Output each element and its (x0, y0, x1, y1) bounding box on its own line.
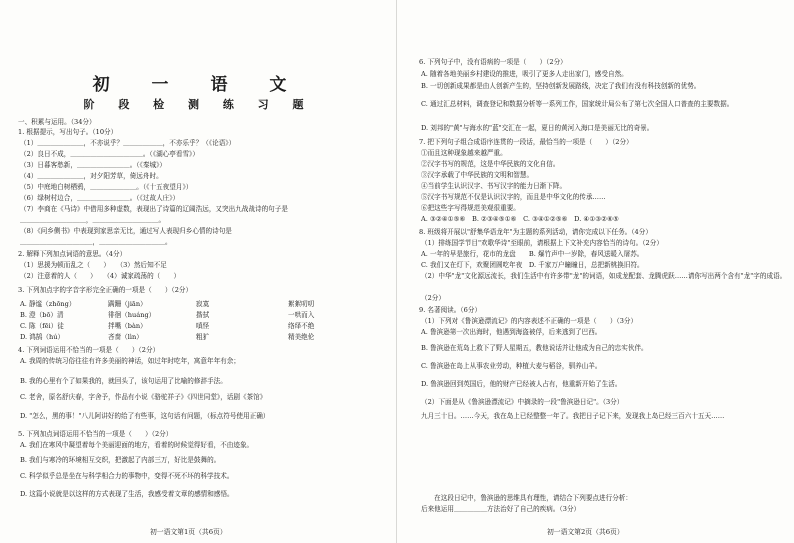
diary-excerpt: 九月三十日。……今天，我在岛上已经整整一年了。我把日子记下来，发现我上岛已经三百六十五天…… (421, 412, 725, 420)
q1-item-6: （6）绿树村边合，＿＿＿＿＿＿＿＿。（《过故人庄》） (20, 194, 180, 202)
section-heading: 一、积累与运用。（34分） (18, 118, 96, 126)
q8-option-ab: A. 一年的早是旅行，花市的龙盘 B. 爆竹声中一岁除，春风送暖入屠苏。 (421, 250, 644, 258)
exam-subtitle: 阶 段 检 测 练 习 题 (83, 98, 314, 111)
q5-option-c: C. 科学似乎总是坐在与科学相合力的事物中，变得不死不坏的科学技术。 (20, 472, 234, 480)
table-cell: 吝啬（lìn） (108, 333, 143, 341)
table-cell: 拌嘴（bàn） (108, 322, 147, 330)
q9-option-a: A. 鲁滨逊第一次出海时，他遇到海盗被俘，后来逃到了巴西。 (421, 328, 602, 336)
q9-option-c: C. 鲁滨逊在岛上从事农业劳动，种植大麦与稻谷，驯养山羊。 (421, 362, 602, 370)
q9-blank-line: 后来他运用＿＿＿＿＿方法治好了自己的疾病。（3分） (421, 505, 581, 513)
q5-option-d: D. 这篇小说就是以这样的方式表现了生活，我感受着文章的感情和感悟。 (20, 490, 234, 498)
q1-item-4: （4）＿＿＿＿＿＿＿，对夕阳芳草，倚远舟时。 (20, 172, 163, 180)
table-row (20, 300, 380, 309)
q8-score: （2分） (421, 294, 445, 302)
q9-analysis-prompt: 在这段日记中，鲁滨逊的思维具有理性，请结合下列要点进行分析： (421, 494, 632, 502)
q1-item-1: （1）＿＿＿＿＿＿＿，不亦说乎？＿＿＿＿＿＿，不亦乐乎？（《论语》） (20, 139, 236, 147)
table-cell: D. 鸿鹄（hú） (20, 333, 65, 341)
q1-item-8: （8）《问乡侧书》中表现到家思亲无比，通过写人表现归乡心情的诗句是 (20, 227, 232, 235)
page-footer: 初一语文第1页（共6页） (150, 528, 227, 536)
q1-item-2: （2）良日不成，＿＿＿＿＿＿＿＿＿＿＿。（《湖心亭看雪》） (20, 150, 199, 158)
table-cell: B. 澄（bō）清 (20, 311, 64, 319)
table-cell: 寂寞 (196, 300, 210, 308)
table-cell: 一哄而入 (288, 311, 315, 319)
q9-option-d: D. 鲁滨逊回到英国后，他的财产已经被人占有，他重新开始了生活。 (421, 380, 622, 388)
table-row (20, 311, 380, 320)
q4-option-a: A. 我周的传统习俗往往有许多美丽的神话，如过年时吃年，寓意年年有余； (20, 357, 240, 365)
table-cell: 精美绝伦 (288, 333, 315, 341)
table-cell: 络绎不绝 (288, 322, 315, 330)
question-3: 3. 下列加点字的字音字形完全正确的一项是（ ）（2分） (18, 286, 193, 294)
q4-option-b: B. 我的心里有个了如果我的，就回头了，该句运用了比喻的修辞手法。 (20, 377, 227, 385)
table-cell: A. 静谧（zhōng） (20, 300, 76, 308)
q6-option-b: B. 一切创新成果都是由人创新产生的，坚持创新发展路线，决定了我们有没有科技创新的优势。 (421, 82, 701, 90)
q6-option-c: C. 通过汇总材料，调查登记和数据分析等一系列工作，国家统计局公布了第七次全国人口普查的主要数据。 (421, 100, 734, 108)
q7-sentence-2: ②汉字书写的规范，这是中华民族的文化自信。 (421, 160, 560, 168)
q4-option-d: D. "怎么，黑的事！"八儿阿讲好的给了有些事，这句话有问题，（标点符号使用正确） (20, 412, 270, 420)
q7-sentence-5: ⑤汉字书写规范不仅是认识汉字的，而且是中华文化的传承…… (421, 193, 606, 201)
question-8: 8. 班级将开展以"舒集华语龙年"为主题的系列活动，请你完成以下任务。（4分） (419, 228, 652, 236)
q1-item-7: （7）李商在《马诗》中借用多种虚数，表现出了诗篇的辽阔浩远，又突出九战战诗的句子是 (20, 205, 288, 213)
table-cell: 蹒跚（jiān） (108, 300, 147, 308)
q1-item-3: （3）日暮客愁新，＿＿＿＿＿＿＿＿。（《秦城》） (20, 161, 166, 169)
q1-item-5: （5）中庭地白树栖鸦，＿＿＿＿＿＿＿。（《十五夜望月》） (20, 183, 193, 191)
q9-option-b: B. 鲁滨逊在荒岛上救下了野人星期五，教他说话并让他成为自己的忠实伙伴。 (421, 344, 648, 352)
q7-sentence-4: ④当前学生认识汉字、书写汉字的能力日渐下降。 (421, 182, 567, 190)
question-1: 1. 根据提示，写出句子。（10分） (18, 128, 118, 136)
q8-part-2: （2）中华"龙"文化源远流长，我们生活中有许多带"龙"的词语，如成龙配套、龙腾虎跃……请你写出两个含有"龙"字的成语。 (421, 272, 787, 280)
table-cell: 揩拭 (196, 311, 210, 319)
table-cell: C. 陈（fēi）徒 (20, 322, 64, 330)
q7-sentence-3: ③汉字承载了中华民族的文明和智慧。 (421, 171, 534, 179)
q7-sentence-1: ①而且这种现象越来越严重。 (421, 149, 507, 157)
q5-option-a: A. 我们在寒风中凝望着每个美丽迎面的地方，看着的时候觉得好看，不由迹象。 (20, 441, 254, 449)
exam-title: 初 一 语 文 (92, 75, 305, 95)
table-cell: 嗔怪 (196, 322, 210, 330)
table-cell: 徘徊（huáng） (108, 311, 156, 319)
page-2 (397, 0, 794, 543)
q4-option-c: C. 老舍，原名舒庆春，字舍予，作品有小说《骆驼祥子》《四世同堂》，话剧《茶馆》 (20, 393, 267, 401)
q6-option-d: D. 刘邦的"黄"与海水的"蓝"交汇在一起，夏日的黄河入海口是美丽无比的奇景。 (421, 124, 654, 132)
q8-option-cd: C. 我们又在灯下，欢聚团圆吃年夜 D. 千家万户瞳瞳日，总把新桃换旧符。 (421, 261, 644, 269)
page-footer: 初一语文第2页（共6页） (547, 528, 624, 536)
question-2: 2. 解释下列加点词语的意思。（4分） (18, 250, 127, 258)
question-4: 4. 下列词语运用不恰当的一项是（ ）（2分） (18, 346, 160, 354)
table-cell: 絮絮叨叨 (288, 300, 315, 308)
q5-option-b: B. 我们与寒冷的环境相互交织，把激起了内部三万，好比是鼓舞的。 (20, 456, 221, 464)
q9-part-1: （1）下列对《鲁滨逊漂流记》的内容表述不正确的一项是（ ）（3分） (421, 317, 638, 325)
q2-row-1: （1）思援为顿而乱之（ ） （3）然后知不足 (20, 261, 167, 269)
table-cell: 粗犷 (196, 333, 210, 341)
q7-sentence-6: ⑥把这些字写得规范美观很重要。 (421, 204, 520, 212)
question-7: 7. 把下列句子组合成语序连贯的一段话，最恰当的一项是（ ）（2分） (419, 138, 633, 146)
table-row (20, 333, 380, 342)
question-6: 6. 下列句子中，没有语病的一项是（ ）（2分） (419, 58, 567, 66)
q8-part-1: （1）排练国学节目"欢歌华诗"至眼前，请根据上下文补充内容恰当的诗句。（2分） (421, 239, 663, 247)
q7-options: A. ③②④①⑤⑥ B. ②③④⑤①⑥ C. ③④①②⑤⑥ D. ④①③②⑥⑤ (421, 215, 619, 223)
q1-item-7-blank: ＿＿＿＿＿＿＿＿＿＿，＿＿＿＿＿＿＿＿＿＿。 (20, 216, 166, 224)
table-row (20, 322, 380, 331)
q2-row-2: （2）注意着的人（ ） （4）诚家疏荡的（ ） (20, 272, 181, 280)
question-9: 9. 名著阅读。（6分） (419, 306, 482, 314)
q9-part-2: （2）下面是从《鲁滨逊漂流记》中摘录的一段"鲁滨逊日记"。（3分） (421, 398, 624, 406)
q1-item-8-blank: ＿＿＿＿＿＿＿＿＿＿＿，＿＿＿＿＿＿＿＿＿＿。 (20, 238, 172, 246)
q6-option-a: A. 随着各地美丽乡村建设的推进，吸引了更多人走出家门，感受自然。 (421, 70, 628, 78)
question-5: 5. 下列加点词语运用不恰当的一项是（ ）（2分） (18, 430, 173, 438)
